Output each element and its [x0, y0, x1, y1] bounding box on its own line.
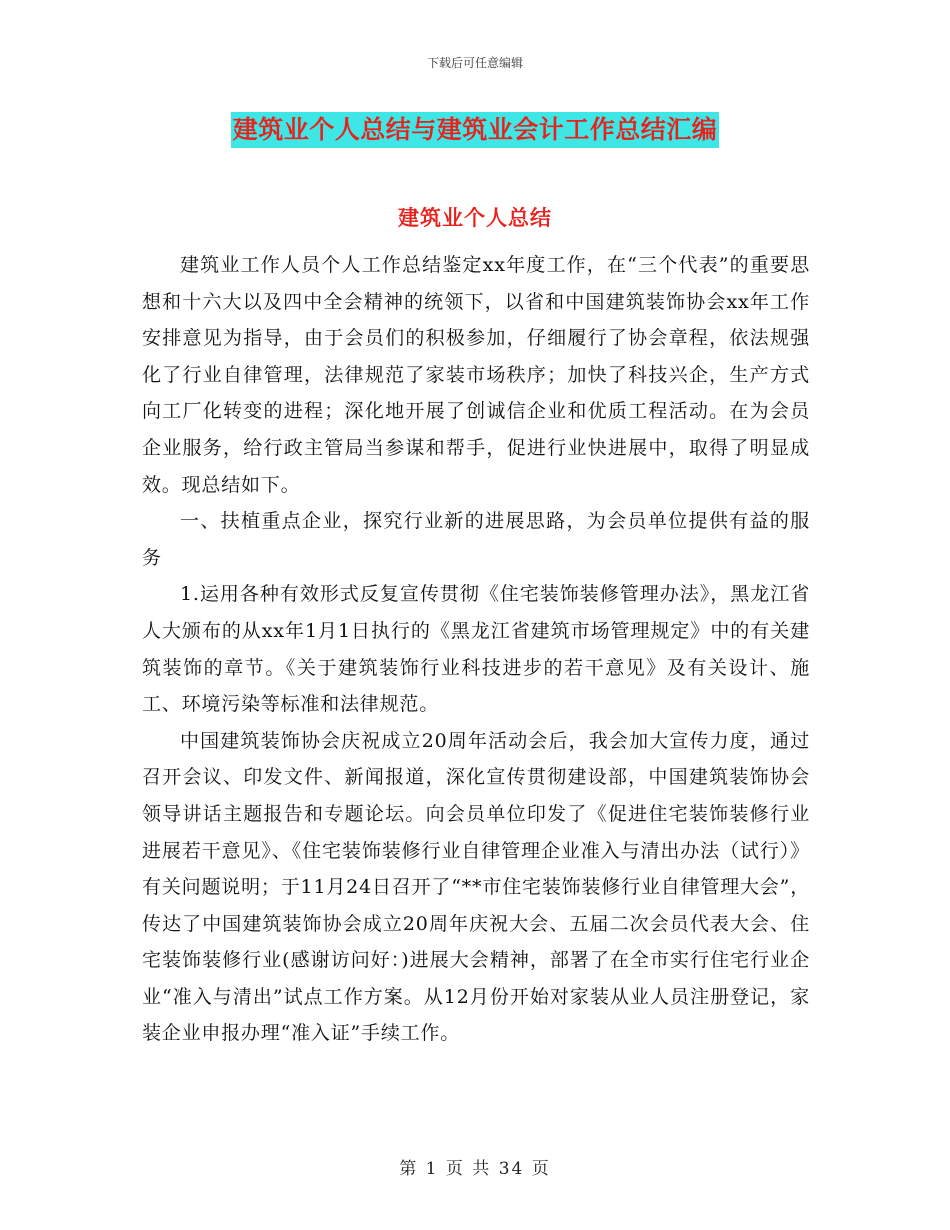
section-title: 建筑业个人总结	[398, 205, 552, 230]
paragraph: 中国建筑装饰协会庆祝成立20周年活动会后，我会加大宣传力度，通过召开会议、印发文件、新闻报道，深化宣传贯彻建设部，中国建筑装饰协会领导讲话主题报告和专题论坛。向会员单位印发了《促进住宅装饰装修行业进展若干意见》、《住宅装饰装修行业自律管理企业准入与清出办法（试行）》有关问题说明；于11月24日召开了“**市住宅装饰装修行业自律管理大会”，传达了中国建筑装饰协会成立20周年庆祝大会、五届二次会员代表大会、住宅装饰装修行业(感谢访问好：)进展大会精神，部署了在全市实行住宅行业企业“准入与清出”试点工作方案。从12月份开始对家装从业人员注册登记，家装企业申报办理“准入证”手续工作。	[142, 729, 810, 1045]
body-text	[142, 247, 810, 1052]
paragraph: 建筑业工作人员个人工作总结鉴定xx年度工作，在“三个代表”的重要思想和十六大以及四中全会精神的统领下，以省和中国建筑装饰协会xx年工作安排意见为指导，由于会员们的积极参加，仔细履行了协会章程，依法规强化了行业自律管理，法律规范了家装市场秩序；加快了科技兴企，生产方式向工厂化转变的进程；深化地开展了创诚信企业和优质工程活动。在为会员企业服务，给行政主管局当参谋和帮手，促进行业快进展中，取得了明显成效。现总结如下。	[142, 254, 810, 496]
header-note: 下载后可任意编辑	[426, 56, 523, 70]
paragraph: 1.运用各种有效形式反复宣传贯彻《住宅装饰装修管理办法》，黑龙江省人大颁布的从xx年1月1日执行的《黑龙江省建筑市场管理规定》中的有关建筑装饰的章节。《关于建筑装饰行业科技进步的若干意见》及有关设计、施工、环境污染等标准和法律规范。	[142, 583, 810, 716]
document-title	[0, 112, 950, 148]
page-footer: 第 1 页 共 34 页	[399, 1159, 551, 1179]
document-title-text: 建筑业个人总结与建筑业会计工作总结汇编	[231, 112, 720, 148]
paragraph: 一、扶植重点企业，探究行业新的进展思路，为会员单位提供有益的服务	[142, 510, 810, 569]
